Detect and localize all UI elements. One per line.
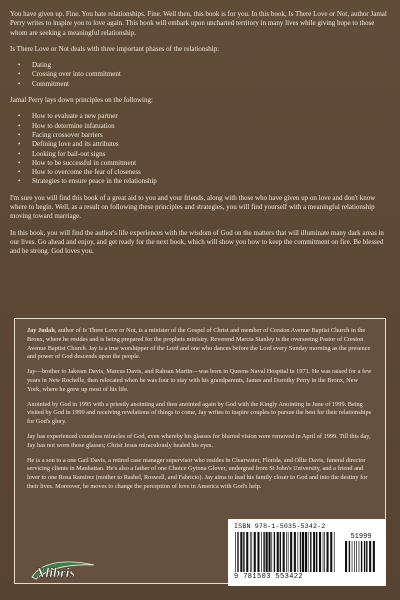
barcode-bar	[263, 532, 264, 572]
list-item: • Strategies to ensure peace in the relationship	[24, 177, 390, 186]
barcode-bar	[254, 532, 256, 572]
xlibris-logo	[28, 557, 98, 583]
barcode-bar	[243, 532, 244, 572]
barcode-bar	[324, 532, 325, 572]
barcode-bar	[352, 541, 353, 572]
author-bio-paragraph: Jay has experienced countless miracles of God, even whereby his glasses for blurred vision were removed in April of 1999. Till this day, Jay has not worn those glasses; Christ Jesus miraculously healed his eyes.	[27, 432, 371, 449]
barcode-bar	[302, 532, 304, 572]
barcode-bar	[294, 532, 296, 572]
price-addon	[344, 533, 378, 572]
barcode-bar	[274, 532, 275, 572]
barcode-bar	[316, 532, 317, 572]
barcode-bar	[349, 541, 350, 572]
ean-digits: 9 781503 553422	[234, 573, 304, 581]
barcode-bar	[288, 532, 289, 572]
barcode-bar	[373, 541, 375, 572]
list-item: • Defining love and its attributes	[24, 140, 390, 149]
list-item: • Facing crossover barriers	[24, 131, 390, 140]
barcode-bars	[234, 532, 380, 572]
isbn-number: ISBN 978-1-5035-5342-2	[234, 523, 326, 530]
author-bio-paragraph: He is a son to a one Gail Davis, a retired case manager supervisor who resides in Clearwater, Florida, and Ollie Davis, funeral director servicing clients in Manhattan. He's also a father of one Choice Gytona Glover, undergrad from St John's University, and a friend and lover to one Rosa Ramirez (mother to Rashel, Roswell, and Fabricio). Jay aims to lead his family closer to God and into the destiny for their lives. Moreover, he moves to change the perception of love in America with God's help.	[27, 456, 368, 490]
barcode-bar	[277, 532, 279, 572]
barcode-bar	[286, 532, 287, 572]
barcode-bar	[269, 532, 271, 572]
author-bio-paragraph: Anointed by God in 1995 with a priestly anointing and then anointed again by God with the Kingly Anointing in June of 1999. Being visited by God in 1999 and receiving revelations of things to come, Jay writes to inspire couples to pursue the best for their relationships for God's glory.	[27, 400, 372, 426]
barcode-bar	[300, 532, 301, 572]
author-bio-paragraph	[27, 327, 373, 362]
barcode-bar	[283, 532, 285, 572]
blurb-paragraph: In this book, you will find the author's life experiences with the wisdom of God on the matters that will illuminate many dark areas in our lives. Go ahead and enjoy, and get ready for the next book, which will show you how to keep the commitment on fire. Be blessed and be strong. God loves you.	[10, 228, 384, 256]
barcode-bar	[261, 532, 262, 572]
list-item: • How to overcome the fear of closeness	[24, 168, 390, 177]
list-item: • Commitment	[24, 80, 390, 89]
price-code: 51999	[350, 533, 372, 541]
blurb-paragraph: I'm sure you will find this book of a great aid to you and your friends, along with those who have given up on love and don't know where to begin. Well, as a result on following these principles and strategies, you will find yourself with a meaningful relationship moving toward marriage.	[10, 193, 376, 221]
isbn-barcode	[228, 519, 386, 586]
list-item: • How to evaluate a new partner	[24, 112, 390, 121]
barcode-bar	[330, 532, 332, 572]
barcode-bar	[366, 541, 367, 572]
price-barcode	[344, 541, 378, 572]
barcode-bar	[369, 541, 371, 572]
back-cover-blurb	[10, 10, 390, 264]
barcode-bar	[250, 532, 251, 572]
barcode-bar	[271, 532, 272, 572]
barcode-bar	[323, 532, 324, 572]
author-bio-paragraph: Jay—brother to Jakeam Davis, Marcus Davis, and Rahsan Martin—was born in Queens Naval Hospital in 1971. He was raised for a few years in New Rochelle, then relocated when he was four to stay with his grandparents, James and Dorothy Perry in the Bronx, New York, where he grew up most of his life.	[27, 368, 372, 393]
blurb-paragraph: Jamal Perry lays down principles on the following:	[10, 96, 153, 105]
list-item: • How to be successful in commitment	[24, 159, 390, 168]
list-item: • Looking for bail-out signs	[24, 150, 390, 159]
list-item: • Crossing over into commitment	[24, 70, 390, 79]
barcode-bar	[305, 532, 307, 572]
barcode-bar	[246, 532, 248, 572]
barcode-bar	[290, 532, 292, 572]
barcode-bar	[345, 541, 347, 572]
barcode-bar	[298, 532, 299, 572]
barcode-bar	[235, 532, 236, 572]
barcode-bar	[237, 532, 238, 572]
author-name: Jay Judah	[27, 327, 55, 334]
barcode-bar	[359, 541, 360, 572]
barcode-bar	[354, 541, 355, 572]
ean-barcode	[234, 532, 338, 572]
blurb-paragraph: You have given up. Fine. You hate relationships. Fine. Well then, this book is for you. In this book, Is There Love or Not, author Jamal Perry writes to inspire you to love again. This book will embark upon uncharted territory in many lives while giving hope to those whom are seeking a meaningful relationship.	[10, 10, 387, 37]
barcode-bar	[280, 532, 281, 572]
barcode-bar	[334, 532, 335, 572]
author-bio	[27, 327, 373, 498]
author-bio-text: , author of Is There Love or Not, is a minister of the Gospel of Christ and member of Creston Avenue Baptist Church in the Bronx, where he resides and is being prepared for the prophets ministry. Reverend Marcia Stanley is the overseeing Pastor of Creston Avenue Baptist Church. Jay is a true worshipper of the Lord and one who dances before the Lord every Sunday morning as the presence and power of God descends upon the people.	[27, 327, 371, 361]
barcode-bar	[257, 532, 259, 572]
barcode-bar	[310, 532, 311, 572]
barcode-bar	[327, 532, 329, 572]
barcode-bar	[356, 541, 357, 572]
list-item: • Dating	[24, 61, 390, 70]
list-item: • How to determine infatuation	[24, 122, 390, 131]
barcode-bar	[240, 532, 242, 572]
barcode-bar	[364, 541, 365, 572]
xlibris-logo-text: Xlibris	[36, 566, 75, 581]
barcode-bar	[251, 532, 252, 572]
xlibris-logo-mark	[28, 557, 98, 583]
barcode-bar	[361, 541, 362, 572]
blurb-paragraph: Is There Love or Not deals with three important phases of the relationship:	[10, 44, 220, 53]
barcode-bar	[308, 532, 309, 572]
barcode-bar	[266, 532, 268, 572]
phases-list	[10, 61, 390, 89]
barcode-bar	[313, 532, 315, 572]
principles-list	[10, 112, 390, 186]
barcode-bar	[319, 532, 321, 572]
